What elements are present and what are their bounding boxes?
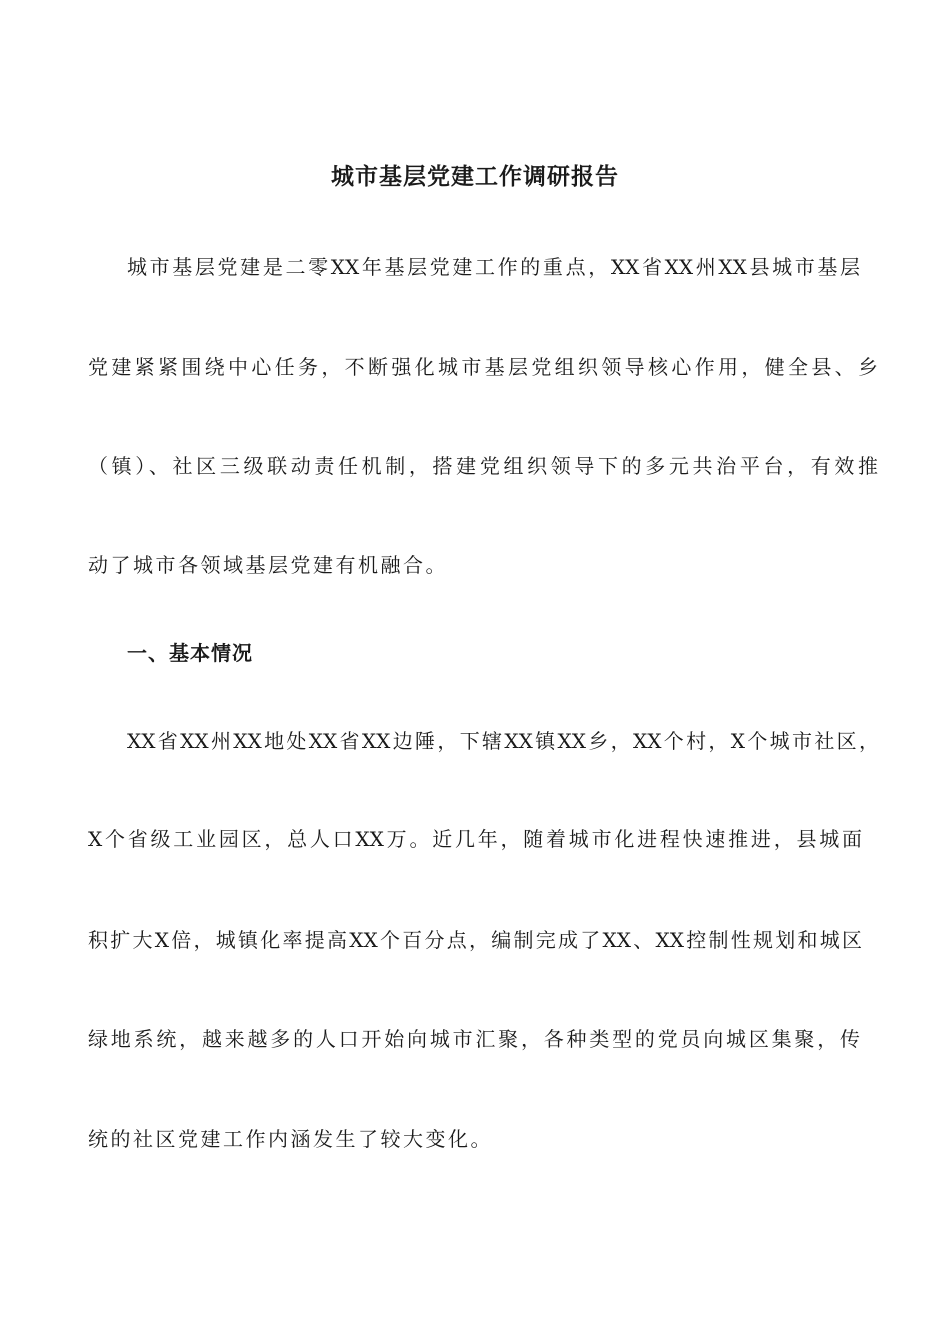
paragraph-1-line-3: （镇）、社区三级联动责任机制，搭建党组织领导下的多元共治平台，有效推: [88, 454, 878, 478]
document-title: 城市基层党建工作调研报告: [331, 163, 619, 190]
paragraph-2-line-4: 绿地系统，越来越多的人口开始向城市汇聚，各种类型的党员向城区集聚，传: [88, 1027, 860, 1051]
paragraph-2-line-1: XX省XX州XX地处XX省XX边陲，下辖XX镇XX乡，XX个村，X个城市社区，: [127, 729, 879, 753]
paragraph-2-line-5: 统的社区党建工作内涵发生了较大变化。: [88, 1127, 493, 1151]
paragraph-1-line-2: 党建紧紧围绕中心任务，不断强化城市基层党组织领导核心作用，健全县、乡: [88, 355, 878, 379]
paragraph-2-line-3: 积扩大X倍，城镇化率提高XX个百分点，编制完成了XX、XX控制性规划和城区: [88, 928, 862, 952]
paragraph-1-line-4: 动了城市各领域基层党建有机融合。: [88, 553, 448, 577]
paragraph-2-line-2: X个省级工业园区，总人口XX万。近几年，随着城市化进程快速推进，县城面: [88, 827, 862, 851]
paragraph-1-line-1: 城市基层党建是二零XX年基层党建工作的重点，XX省XX州XX县城市基层: [127, 255, 860, 279]
section-heading-basic-situation: 一、基本情况: [127, 641, 253, 665]
